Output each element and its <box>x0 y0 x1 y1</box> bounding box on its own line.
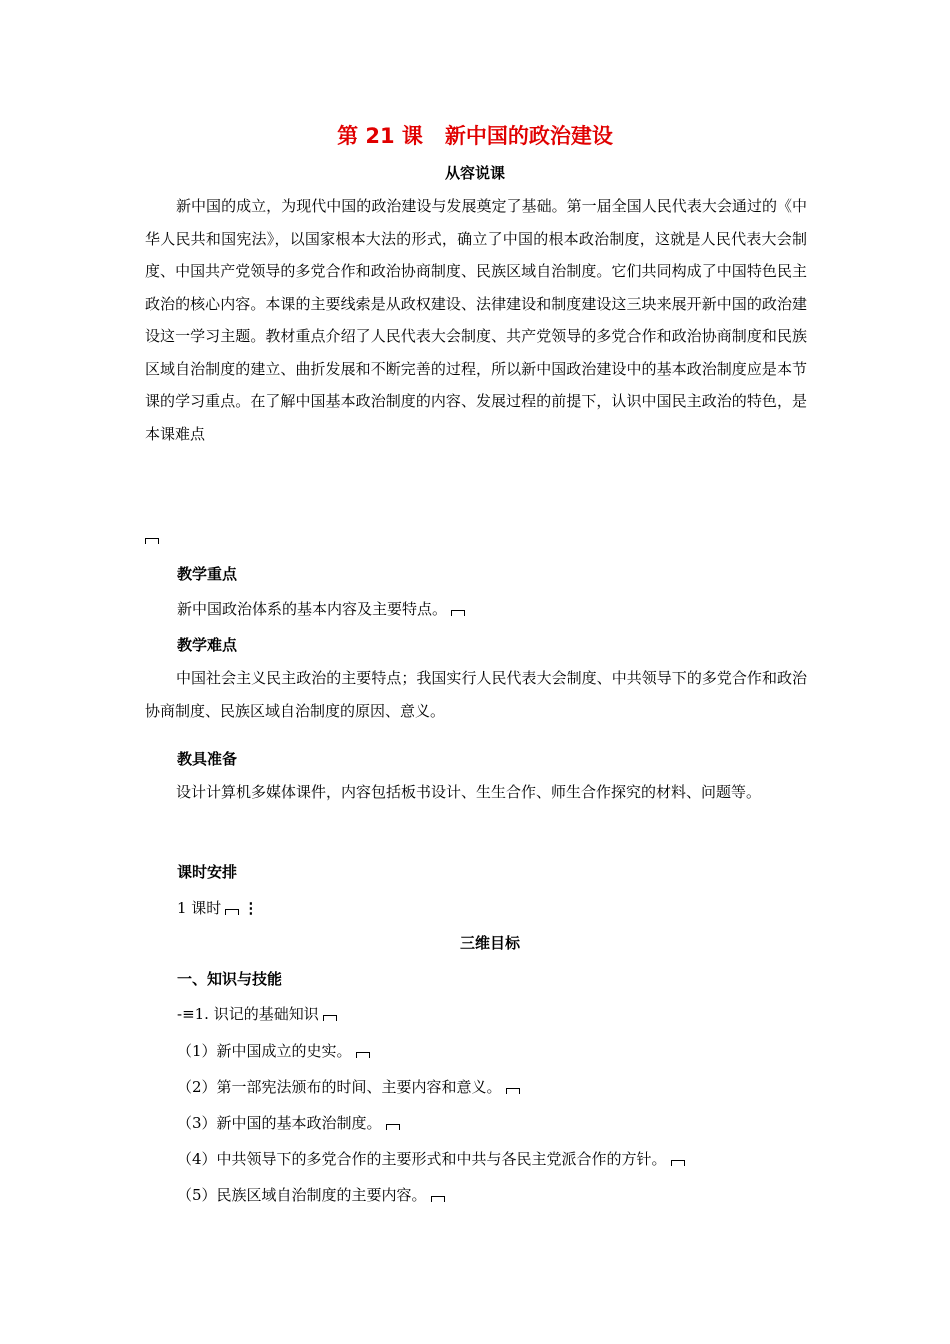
materials-heading: 教具准备 <box>177 750 238 768</box>
subitem-text: （2）第一部宪法颁布的时间、主要内容和意义。 <box>177 1078 502 1096</box>
lesson-number: 第 21 课 <box>337 124 423 148</box>
subitem-4 <box>177 1148 685 1169</box>
schedule-line <box>177 897 258 918</box>
subitem-text: （1）新中国成立的史实。 <box>177 1042 352 1060</box>
edit-mark-icon <box>671 1160 685 1166</box>
subitem-text: （5）民族区域自治制度的主要内容。 <box>177 1186 427 1204</box>
edit-mark-icon <box>356 1052 370 1058</box>
knowledge-skills-heading: 一、知识与技能 <box>177 970 283 988</box>
lesson-name: 新中国的政治建设 <box>444 124 613 148</box>
edit-mark-icon <box>225 909 239 915</box>
schedule-heading: 课时安排 <box>177 863 238 881</box>
vertical-dots-icon: ⋮ <box>243 899 259 917</box>
intro-text: 新中国的成立，为现代中国的政治建设与发展奠定了基础。第一届全国人民代表大会通过的《中华人民共和国宪法》，以国家根本大法的形式，确立了中国的根本政治制度，这就是人民代表大会制度、中国共产党领导的多党合作和政治协商制度、民族区域自治制度。它们共同构成了中国特色民主政治的核心内容。本课的主要线索是从政权建设、法律建设和制度建设这三块来展开新中国的政治建设这一学习主题。教材重点介绍了人民代表大会制度、共产党领导的多党合作和政治协商制度和民族区域自治制度的建立、曲折发展和不断完善的过程，所以新中国政治建设中的基本政治制度应是本节课的学习重点。在了解中国基本政治制度的内容、发展过程的前提下，认识中国民主政治的特色，是本课难点 <box>145 197 807 443</box>
edit-mark-icon <box>506 1088 520 1094</box>
intro-paragraph <box>145 190 807 450</box>
item-prefix: -≡ <box>177 1005 195 1023</box>
schedule-text: 1 课时 <box>177 899 222 917</box>
intro-heading: 从容说课 <box>444 164 505 182</box>
objectives-heading: 三维目标 <box>459 934 520 952</box>
edit-mark-icon <box>451 610 465 616</box>
lesson-title <box>0 120 950 150</box>
edit-mark-icon <box>431 1196 445 1202</box>
key-points-heading: 教学重点 <box>177 565 238 583</box>
intro-end-mark <box>145 528 159 546</box>
difficulties-paragraph <box>145 662 807 727</box>
key-points-text: 新中国政治体系的基本内容及主要特点。 <box>177 600 448 618</box>
materials-paragraph <box>145 776 807 809</box>
subitem-text: （3）新中国的基本政治制度。 <box>177 1114 382 1132</box>
edit-mark-icon <box>145 538 159 544</box>
edit-mark-icon <box>386 1124 400 1130</box>
subitem-1 <box>177 1040 370 1061</box>
item-text: 1. 识记的基础知识 <box>194 1005 319 1023</box>
materials-text: 设计计算机多媒体课件，内容包括板书设计、生生合作、师生合作探究的材料、问题等。 <box>176 783 762 801</box>
subitem-5 <box>177 1184 445 1205</box>
difficulties-text: 中国社会主义民主政治的主要特点；我国实行人民代表大会制度、中共领导下的多党合作和政治协商制度、民族区域自治制度的原因、意义。 <box>145 669 807 720</box>
difficulties-heading: 教学难点 <box>177 636 238 654</box>
key-points-line <box>177 598 465 619</box>
subitem-3 <box>177 1112 400 1133</box>
objective-item-1 <box>177 1003 337 1024</box>
subitem-text: （4）中共领导下的多党合作的主要形式和中共与各民主党派合作的方针。 <box>177 1150 667 1168</box>
subitem-2 <box>177 1076 520 1097</box>
edit-mark-icon <box>323 1015 337 1021</box>
